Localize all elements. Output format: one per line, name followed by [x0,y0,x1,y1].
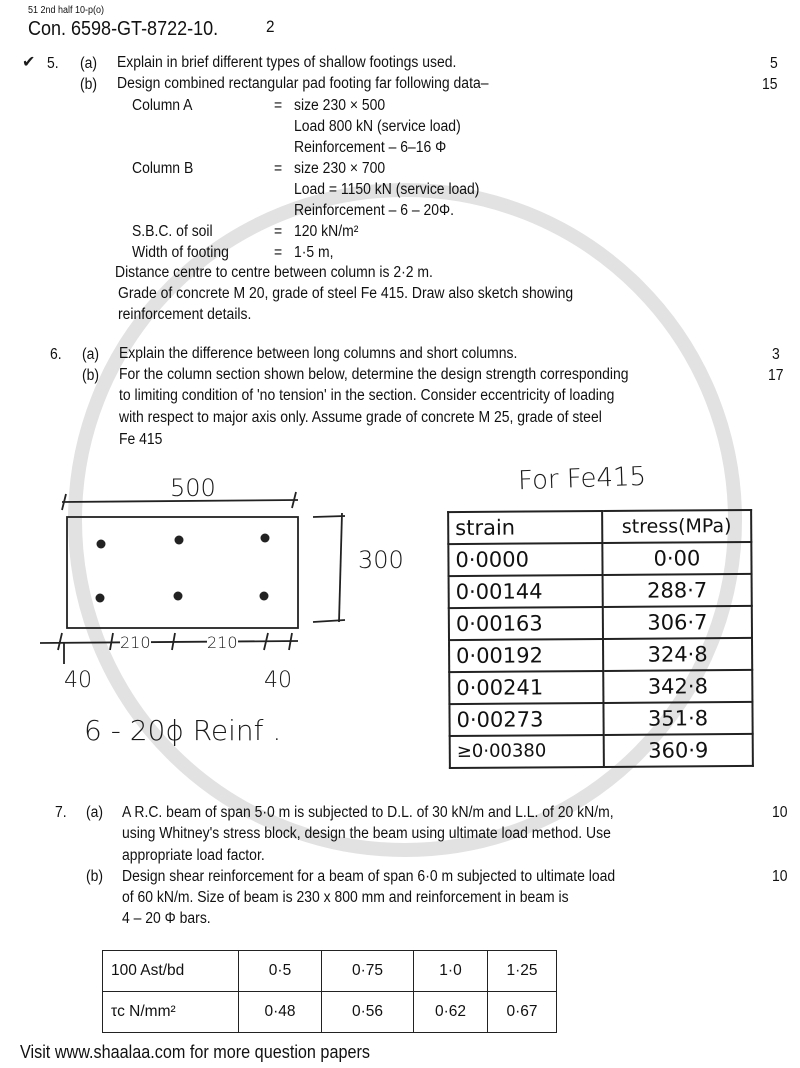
stress-cell: 360·9 [604,734,753,767]
stress-strain-table [447,509,754,769]
bar-spacing-1: 210 [120,633,151,652]
q6-number: 6. [50,346,62,363]
cover-left: 40 [64,668,92,693]
strain-cell: 0·0000 [448,543,602,576]
rebar-dot [261,534,270,543]
data-value: Reinforcement – 6–16 Φ [294,139,447,156]
q5a-label: (a) [80,55,98,72]
data-eq: = [274,160,283,177]
q6b-line: Fe 415 [119,431,163,448]
row-header: τc N/mm² [103,992,239,1033]
q7b-line: 4 – 20 Φ bars. [122,910,211,927]
stress-cell: 324·8 [603,638,752,671]
q7a-label: (a) [86,804,104,821]
rebar-dot [96,594,105,603]
data-value: 1·5 m, [294,244,334,261]
q6b-label: (b) [82,367,100,384]
data-value: size 230 × 700 [294,160,386,177]
table-cell: 0·5 [239,951,322,992]
q5b-text: Design combined rectangular pad footing far following data– [117,75,489,92]
data-key: Column B [132,160,194,177]
data-eq: = [274,223,283,240]
stress-cell: 342·8 [603,670,752,703]
q6a-marks: 3 [772,346,780,363]
depth-dimension: 300 [358,546,404,574]
data-key: Column A [132,97,193,114]
stress-cell: 288·7 [603,574,752,607]
table-cell: 0·48 [239,992,322,1033]
strain-cell: 0·00192 [449,639,603,672]
q6b-marks: 17 [768,367,784,384]
stress-cell: 306·7 [603,606,752,639]
q5b-marks: 15 [762,76,778,93]
table-cell: 0·75 [322,951,414,992]
q5b-label: (b) [80,76,98,93]
strain-cell: 0·00273 [449,703,603,736]
table-cell: 0·56 [322,992,414,1033]
data-eq: = [274,244,283,261]
q6b-line: with respect to major axis only. Assume grade of concrete M 25, grade of steel [119,409,602,426]
cover-right: 40 [264,668,292,693]
bar-spacing-2: 210 [207,633,238,652]
q7a-line: A R.C. beam of span 5·0 m is subjected to D.L. of 30 kN/m and L.L. of 20 kN/m, [122,804,614,821]
data-value: size 230 × 500 [294,97,386,114]
table-row [449,574,752,608]
paper-code: Con. 6598-GT-8722-10. [28,18,219,40]
q5-distance: Distance centre to centre between column is 2·2 m. [115,264,433,281]
q6a-text: Explain the difference between long columns and short columns. [119,345,518,362]
table-row [103,951,557,992]
table-cell: 0·62 [414,992,488,1033]
rebar-dot [175,536,184,545]
table-header-row [448,510,751,544]
row-header: 100 Ast/bd [103,951,239,992]
q7a-line: appropriate load factor. [122,847,265,864]
strain-cell: 0·00241 [449,671,603,704]
table-row [449,702,752,736]
q6b-line: to limiting condition of 'no tension' in the section. Consider eccentricity of loading [119,387,615,404]
data-key: Width of footing [132,244,229,261]
rebar-dot [260,592,269,601]
strain-cell: 0·00144 [449,575,603,608]
table-row [450,734,753,768]
width-dimension: 500 [170,474,216,502]
data-value: 120 kN/m² [294,223,359,240]
page-number: 2 [266,17,275,36]
table-cell: 0·67 [488,992,557,1033]
stress-table-title: For Fe415 [517,461,647,497]
data-value: Reinforcement – 6 – 20Φ. [294,202,455,219]
header-stress: stress(MPa) [602,510,751,543]
table-row [103,992,557,1033]
data-key: S.B.C. of soil [132,223,213,240]
data-value: Load = 1150 kN (service load) [294,181,480,198]
table-row [448,542,751,576]
q5a-marks: 5 [770,55,778,72]
footer-link[interactable]: Visit www.shaalaa.com for more question papers [20,1042,370,1062]
q5-number: 5. [47,55,59,72]
table-row [449,638,752,672]
q7-number: 7. [55,804,67,821]
header-strain: strain [448,511,602,544]
q5-grade-line1: Grade of concrete M 20, grade of steel Fe 415. Draw also sketch showing [118,285,574,302]
stress-cell: 351·8 [603,702,752,735]
strain-cell: ≥0·00380 [450,735,604,768]
rebar-dots [96,534,270,603]
q7b-line: of 60 kN/m. Size of beam is 230 x 800 mm and reinforcement in beam is [122,889,569,906]
q5-grade-line2: reinforcement details. [118,306,252,323]
reinforcement-note: 6 - 20ϕ Reinf . [84,714,282,747]
table-row [449,670,752,704]
table-cell: 1·25 [488,951,557,992]
data-value: Load 800 kN (service load) [294,118,461,135]
stress-cell: 0·00 [602,542,751,575]
q7b-label: (b) [86,868,104,885]
shear-strength-table [102,950,557,1033]
strain-cell: 0·00163 [449,607,603,640]
table-cell: 1·0 [414,951,488,992]
data-eq: = [274,97,283,114]
top-note: 51 2nd half 10-p(o) [28,5,105,16]
check-mark-icon: ✔ [22,52,36,71]
q7a-marks: 10 [772,804,788,821]
q7b-line: Design shear reinforcement for a beam of span 6·0 m subjected to ultimate load [122,868,616,885]
table-row [449,606,752,640]
q7a-line: using Whitney's stress block, design the beam using ultimate load method. Use [122,825,611,842]
rebar-dot [97,540,106,549]
q6a-label: (a) [82,346,100,363]
rebar-dot [174,592,183,601]
q7b-marks: 10 [772,868,788,885]
q5a-text: Explain in brief different types of shallow footings used. [117,54,457,71]
q6b-line: For the column section shown below, determine the design strength corresponding [119,366,629,383]
